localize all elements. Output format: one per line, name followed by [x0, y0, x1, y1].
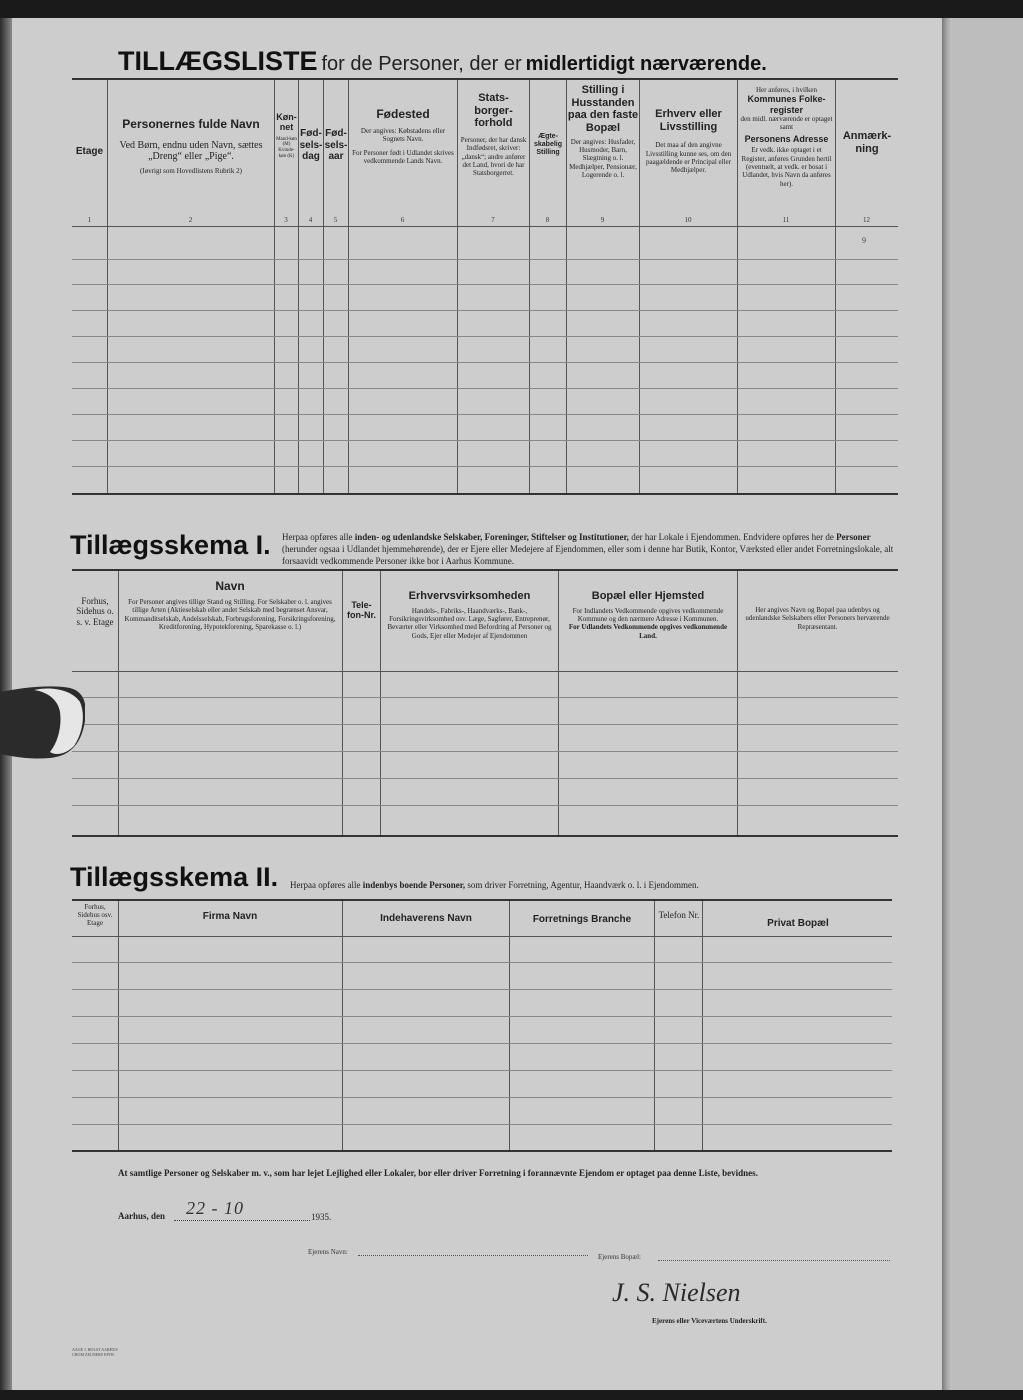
schema2-col-private-address: Privat Bopæl: [767, 918, 829, 929]
title-main: TILLÆGSLISTE: [118, 46, 318, 76]
schema1-col-name: Navn For Personer angives tillige Stand og Stilling. For Selskaber o. l. angives tillige Arten (Aktieselskab eller andet Selskab med begrænset Ansvar, Kommanditselskab, Andelsselskab, Forbrugsforening, Forsikringsforening, Kreditforening, Hypotekforening, Sparekasse o. l.): [124, 579, 336, 631]
col-marital-header: Ægte-skabelig Stilling: [533, 133, 562, 157]
col-birthday-header: Fød-sels-dag: [299, 128, 323, 162]
col-birthyear-header: Fød-sels-aar: [324, 128, 348, 162]
schema2-col-branch: Forretnings Branche: [532, 914, 632, 925]
schema2-col-firm: Firma Navn: [202, 911, 258, 922]
date-label: Aarhus, den: [118, 1211, 166, 1221]
col-occupation-header: Erhverv eller Livsstilling Det maa af den angivne Livsstilling kunne ses, om den paagældende er Principal eller Medhjælper.: [645, 108, 732, 175]
title-rest-2: midlertidigt nærværende.: [525, 53, 767, 75]
col-number: 6: [400, 216, 405, 224]
schema1-col-etage: Forhus, Sidehus o. s. v. Etage: [76, 596, 114, 627]
col-birthplace-header: Fødested Der angives: Købstadens eller Sognets Navn. For Personer født i Udlandet skrives vedkommende Lands Navn.: [352, 107, 454, 165]
col-number: 2: [188, 216, 193, 224]
col-number: 8: [545, 216, 550, 224]
col-gender-header: Køn-net Mand-køn (M) Kvinde-køn (K): [276, 112, 297, 159]
schema2-col-owner: Indehaverens Navn: [380, 913, 472, 924]
year-text: 1935.: [311, 1212, 332, 1222]
next-page-edge: [942, 18, 1023, 1390]
col-name-header: Personernes fulde Navn Ved Børn, endnu uden Navn, sættes „Dreng“ eller „Pige“. (Iøvrigt som Hovedlistens Rubrik 2): [119, 117, 263, 175]
schema2-col-phone: Telefon Nr.: [658, 910, 700, 920]
col-household-header: Stilling i Husstanden paa den faste Bopæl Der angives: Husfader, Husmoder, Barn, Slægtning o. l. Medhjælper, Pensionær, Logerende o. l.: [567, 84, 639, 180]
col-number: 4: [308, 216, 313, 224]
col-etage-header: Etage: [75, 146, 104, 157]
schema2-title: Tillægsskema II.: [70, 862, 279, 892]
declaration-text: At samtlige Personer og Selskaber m. v., som har lejet Lejlighed eller Lokaler, bor eller driver Forretning i forannævnte Ejendom er optaget paa denne Liste, bevidnes.: [118, 1168, 758, 1178]
owner-address-label: Ejerens Bopæl:: [598, 1253, 641, 1261]
signature-label: Ejerens eller Viceværtens Underskrift.: [652, 1317, 767, 1325]
col-remarks-header: Anmærk-ning: [842, 130, 892, 155]
pencil-mark: 9: [862, 236, 866, 245]
title-rest-1: for de Personer, der er: [321, 53, 522, 75]
schema2-intro: Herpaa opføres alle indenbys boende Personer, som driver Forretning, Agentur, Haandværk o. l. i Ejendommen.: [290, 880, 699, 890]
thumb-image: [0, 682, 85, 762]
schema1-intro: Herpaa opføres alle inden- og udenlandske Selskaber, Foreninger, Stiftelser og Institutioner, der har Lokale i Ejendommen. Endvidere opføres her de Personer (herunder ogsaa i Udlandet hjemmehørende), der er Ejere eller Medejere af Ejendommen, eller som i denne har Butik, Kontor, Værksted eller andet Forretningslokale, alt forsaavidt vedkommende Personer ikke bor i Aarhus Kommune.: [282, 532, 894, 567]
col-number: 9: [600, 216, 605, 224]
col-number: 1: [87, 216, 92, 224]
schema2-col-etage: Forhus, Sidehus osv. Etage: [77, 903, 113, 928]
col-citizenship-header: Stats-borger-forhold Personer, der har dansk Indfødsret, skriver: „dansk“; andre anfører det Land, hvori de har Statsborgerret.: [460, 92, 527, 178]
schema1-col-address: Bopæl eller Hjemsted For Indlandets Vedkommende opgives vedkommende Kommune og den nærmere Adresse i Kommunen. For Udlandets Vedkommende opgives vedkommende Land.: [568, 590, 728, 640]
col-register-header: Her anføres, i hvilken Kommunes Folke-register den midl. nærværende er optaget samt Personens Adresse Er vedk. ikke optaget i et Register, anføres Grunden hertil (eventuelt, at vedk. er bosat i Udlandet, hvis Navn da anføres her).: [740, 86, 833, 188]
col-number: 5: [333, 216, 338, 224]
schema1-title: Tillægsskema I.: [70, 530, 271, 560]
col-number: 11: [782, 216, 790, 224]
page-title: [118, 46, 878, 80]
schema1-col-phone: Tele-fon-Nr.: [347, 600, 376, 621]
owner-name-label: Ejerens Navn:: [308, 1248, 348, 1256]
col-number: 10: [684, 216, 692, 224]
col-number: 7: [491, 216, 495, 224]
schema1-col-business: Erhvervsvirksomheden Handels-, Fabriks-, Haandværks-, Bank-, Forsikringsvirksomhed osv. Læge, Sagfører, Entreprenør, Beværter eller Virksomhed med Befordring af Personer og Gods, Ejer eller Medejer af Ejendommen: [387, 590, 552, 640]
signature: J. S. Nielsen: [612, 1278, 741, 1307]
col-number: 12: [863, 216, 870, 224]
date-handwritten: 22 - 10: [186, 1198, 244, 1218]
col-number: 3: [284, 216, 288, 224]
schema1-col-representative: Her angives Navn og Bopæl paa udenbys og udenlandske Selskabers eller Personers herværende Repræsentant.: [745, 606, 890, 631]
printer-imprint: AAGE J. HOLST AARHUS CHOM ZEUNERS EFTR.: [72, 1347, 118, 1357]
